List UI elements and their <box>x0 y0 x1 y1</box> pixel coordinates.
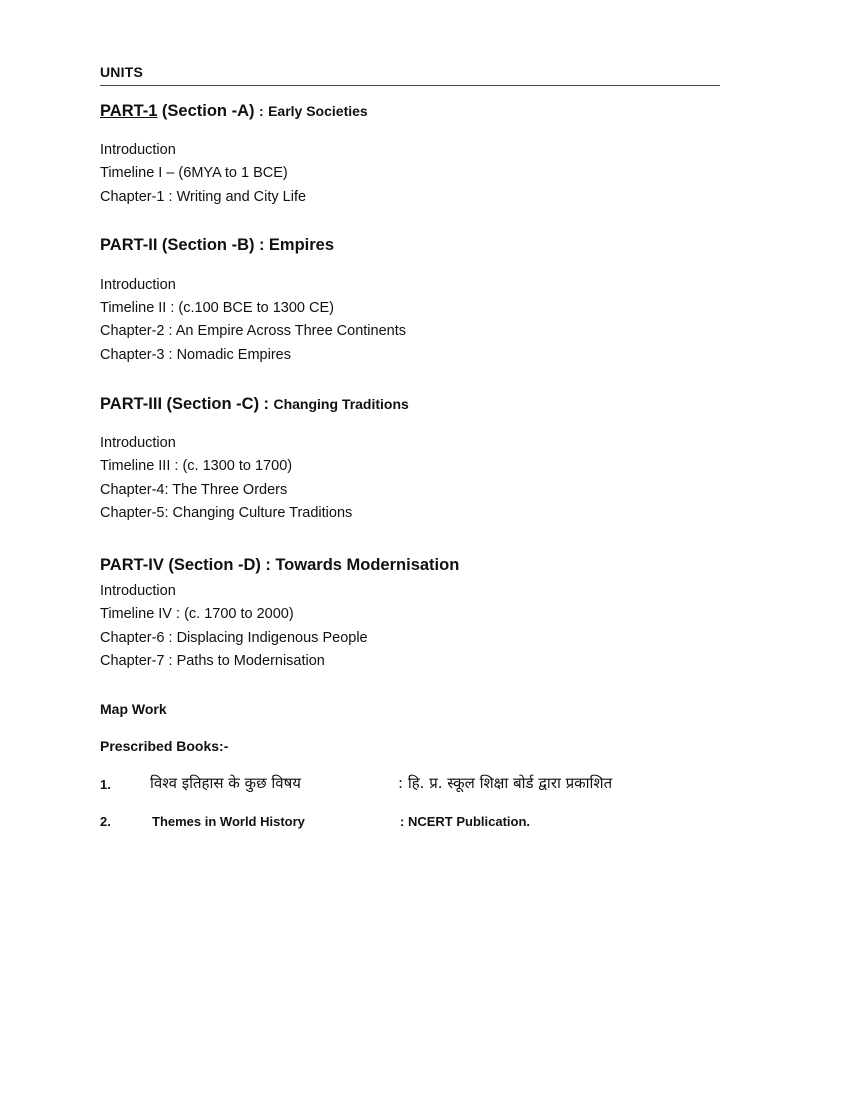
part-3-item: Chapter-5: Changing Culture Traditions <box>100 505 353 521</box>
units-heading: UNITS <box>100 64 143 80</box>
part-1-item: Timeline I – (6MYA to 1 BCE) <box>100 165 288 181</box>
part-2-separator: : <box>258 236 265 254</box>
part-4-name: Towards Modernisation <box>275 556 460 574</box>
map-work-heading: Map Work <box>100 701 167 717</box>
part-3-separator: : <box>263 395 270 413</box>
part-1-label: PART-1 <box>100 102 158 120</box>
part-1-item: Chapter-1 : Writing and City Life <box>100 189 307 205</box>
part-2-name: Empires <box>268 236 335 254</box>
part-4-separator: : <box>265 556 271 574</box>
part-2-label: PART-II <box>100 236 158 254</box>
book-publisher: : हि. प्र. स्कूल शिक्षा बोर्ड द्वारा प्रकाशित <box>398 774 613 792</box>
part-2-item: Chapter-3 : Nomadic Empires <box>100 347 291 363</box>
book-number: 2. <box>100 814 111 829</box>
part-2-item: Chapter-2 : An Empire Across Three Continents <box>100 323 406 339</box>
part-4-item: Introduction <box>100 583 176 599</box>
part-4-item: Timeline IV : (c. 1700 to 2000) <box>100 606 294 622</box>
part-1-section: (Section -A) <box>161 102 255 120</box>
part-3-title <box>100 395 409 414</box>
part-3-section: (Section -C) <box>166 395 260 413</box>
part-4-label: PART-IV <box>100 556 164 574</box>
part-1-title <box>100 102 368 121</box>
part-4-item: Chapter-7 : Paths to Modernisation <box>100 653 325 669</box>
part-3-item: Introduction <box>100 435 176 451</box>
part-4-section: (Section -D) <box>168 556 261 574</box>
part-1-name: Early Societies <box>268 103 368 119</box>
book-title: विश्व इतिहास के कुछ विषय <box>150 774 301 792</box>
part-1-separator: : <box>258 103 264 119</box>
part-2-section: (Section -B) <box>161 236 255 254</box>
part-2-title <box>100 236 334 255</box>
prescribed-books-heading: Prescribed Books:- <box>100 738 229 754</box>
part-3-label: PART-III <box>100 395 163 413</box>
part-4-title <box>100 556 459 575</box>
part-2-item: Timeline II : (c.100 BCE to 1300 CE) <box>100 300 334 316</box>
part-3-item: Chapter-4: The Three Orders <box>100 482 288 498</box>
part-2-item: Introduction <box>100 277 176 293</box>
book-number: 1. <box>100 777 111 792</box>
part-3-item: Timeline III : (c. 1300 to 1700) <box>100 458 293 474</box>
header-rule <box>100 85 720 86</box>
book-publisher: : NCERT Publication. <box>400 814 530 829</box>
part-4-item: Chapter-6 : Displacing Indigenous People <box>100 630 368 646</box>
part-1-item: Introduction <box>100 142 176 158</box>
part-3-name: Changing Traditions <box>273 396 409 412</box>
book-title: Themes in World History <box>152 814 305 829</box>
